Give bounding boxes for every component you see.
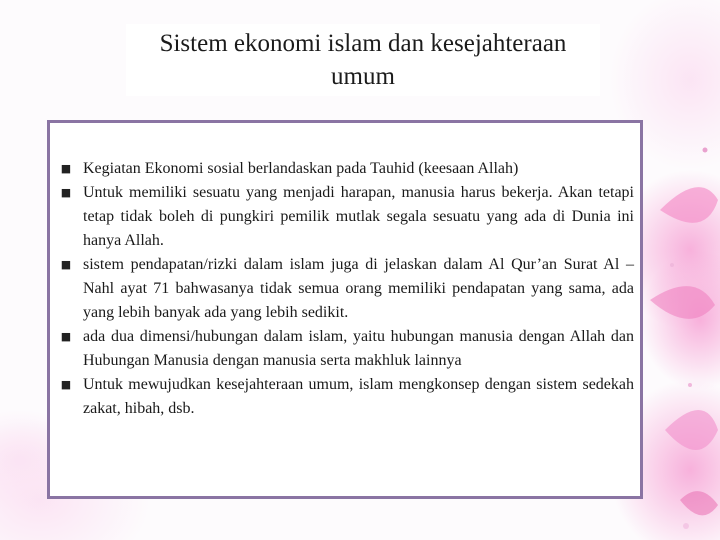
bullet-item bbox=[58, 157, 634, 181]
bullet-list bbox=[58, 157, 634, 421]
bullet-text: ada dua dimensi/hubungan dalam islam, yaitu hubungan manusia dengan Allah dan Hubungan Manusia dengan manusia serta makhluk lainnya bbox=[83, 328, 634, 369]
square-bullet-icon: ■ bbox=[60, 378, 72, 391]
square-bullet-icon: ■ bbox=[60, 330, 72, 343]
square-bullet-icon: ■ bbox=[60, 258, 72, 271]
bullet-item bbox=[58, 181, 634, 253]
bullet-text: Untuk mewujudkan kesejahteraan umum, islam mengkonsep dengan sistem sedekah zakat, hibah, dsb. bbox=[83, 376, 634, 417]
bullet-item bbox=[58, 373, 634, 421]
bullet-text: Untuk memiliki sesuatu yang menjadi harapan, manusia harus bekerja. Akan tetapi tetap tidak boleh di pungkiri pemilik mutlak segala sesuatu yang ada di Dunia ini hanya Allah. bbox=[83, 184, 634, 249]
content-box bbox=[47, 120, 643, 499]
slide-title-line-1: Sistem ekonomi islam dan kesejahteraan bbox=[159, 30, 567, 57]
bullet-item bbox=[58, 253, 634, 325]
bullet-text: Kegiatan Ekonomi sosial berlandaskan pada Tauhid (keesaan Allah) bbox=[83, 160, 519, 177]
square-bullet-icon: ■ bbox=[60, 162, 72, 175]
square-bullet-icon: ■ bbox=[60, 186, 72, 199]
slide-title-line-2: umum bbox=[331, 63, 395, 90]
bullet-item bbox=[58, 325, 634, 373]
slide-title-box bbox=[126, 24, 600, 96]
bullet-text: sistem pendapatan/rizki dalam islam juga di jelaskan dalam Al Qur’an Surat Al – Nahl ayat 71 bahwasanya tidak semua orang memiliki pendapatan yang sama, ada yang lebih banyak ada yang lebih sedikit. bbox=[83, 256, 634, 321]
